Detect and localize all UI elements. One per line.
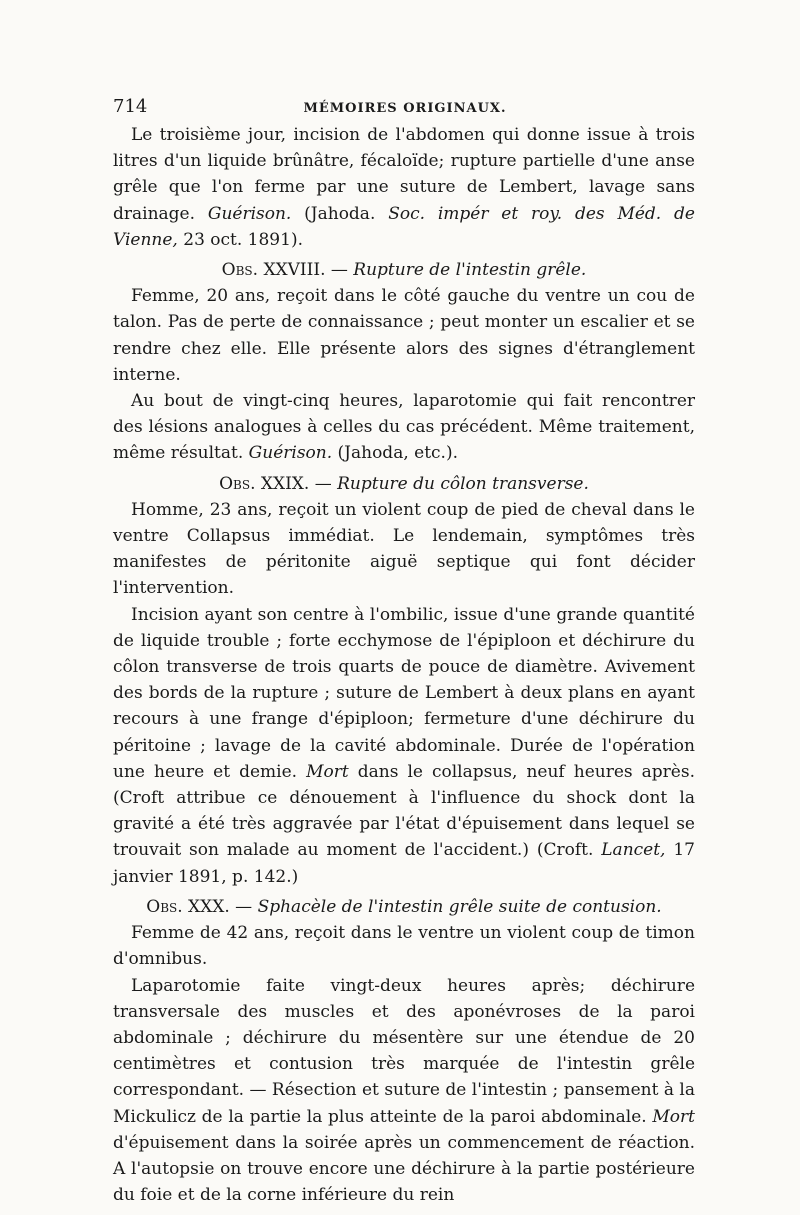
paragraph	[113, 602, 695, 890]
paragraph: Femme, 20 ans, reçoit dans le côté gauche du ventre un cou de talon. Pas de perte de connaissance ; peut monter un escalier et se rendre chez elle. Elle présente alors des signes d'étranglement interne.	[113, 286, 695, 385]
page-number: 714	[113, 96, 148, 117]
observation-heading-30	[113, 894, 695, 920]
paragraph: Femme de 42 ans, reçoit dans le ventre un violent coup de timon d'omnibus.	[113, 923, 695, 970]
running-title: MÉMOIRES ORIGINAUX.	[303, 101, 507, 116]
observation-heading-28	[113, 257, 695, 283]
observation-label: Obs. XXIX. —	[219, 473, 338, 494]
italic-run: Guérison.	[207, 203, 292, 224]
paragraph: Homme, 23 ans, reçoit un violent coup de pied de cheval dans le ventre Collapsus immédiat. Le lendemain, symptômes très manifestes de péritonite aiguë septique qui font décider l'intervention.	[113, 499, 695, 599]
observation-label: Obs. XXX. —	[146, 896, 258, 917]
text-run: Incision ayant son centre à l'ombilic, issue d'une grande quantité de liquide trouble ; forte ecchymose de l'épiploon et déchirure du côlon transverse de trois quarts de pouce de diamètre. Avivement des bords de la rupture ; suture de Lembert à deux plans en ayant recours à une frange d'épiploon; fermeture d'une déchirure du péritoine ; lavage de la cavité abdominale. Durée de l'opération une heure et demie.	[113, 604, 695, 782]
paragraph	[113, 973, 695, 1209]
text-run: (Jahoda, etc.).	[332, 443, 458, 464]
observation-title: Rupture du côlon transverse.	[337, 473, 589, 494]
observation-heading-29	[113, 471, 695, 497]
text-run: 17 janvier 1891, p. 142.)	[113, 840, 695, 887]
text-run: Au bout de vingt-cinq heures, laparotomie qui fait rencontrer des lésions analogues à celles du cas précédent. Même traitement, même résultat.	[113, 391, 695, 464]
italic-run: Mort	[306, 761, 349, 782]
text-run: dans le collapsus, neuf heures après. (Croft attribue ce dénouement à l'influence du shock dont la gravité a été très aggravée par l'état d'épuisement dans lequel se trouvait son malade au moment de l'accident.) (Croft.	[113, 761, 695, 861]
text-run: Le troisième jour, incision de l'abdomen qui donne issue à trois litres d'un liquide brûnâtre, fécaloïde; rupture partielle d'une anse grêle que l'on ferme par une suture de Lembert, lavage sans drainage.	[113, 125, 695, 224]
text-run: d'épuisement dans la soirée après un commencement de réaction. A l'autopsie on trouve encore une déchirure à la partie postérieure du foie et de la corne inférieure du rein	[113, 1132, 695, 1206]
italic-run: Soc. impér et roy. des Méd. de Vienne,	[113, 203, 695, 250]
observation-title: Sphacèle de l'intestin grêle suite de contusion.	[257, 896, 662, 917]
page-body	[113, 122, 695, 1208]
italic-run: Guérison.	[248, 443, 333, 464]
page-header	[113, 96, 695, 122]
observation-label: Obs. XXVIII. —	[221, 260, 354, 281]
paragraph	[113, 122, 695, 253]
text-run: 23 oct. 1891).	[177, 229, 303, 250]
text-run: Laparotomie faite vingt-deux heures après; déchirure transversale des muscles et des aponévroses de la paroi abdominale ; déchirure du mésentère sur une étendue de 20 centimètres et contusion très marquée de l'intestin grêle correspondant. — Résection et suture de l'intestin ; pansement à la Mickulicz de la partie la plus atteinte de la paroi abdominale.	[113, 975, 695, 1127]
paragraph	[113, 388, 695, 467]
italic-run: Mort	[652, 1106, 695, 1127]
observation-title: Rupture de l'intestin grêle.	[353, 260, 587, 281]
text-run: (Jahoda.	[291, 203, 389, 224]
book-page	[113, 96, 695, 1208]
italic-run: Lancet,	[601, 840, 666, 861]
